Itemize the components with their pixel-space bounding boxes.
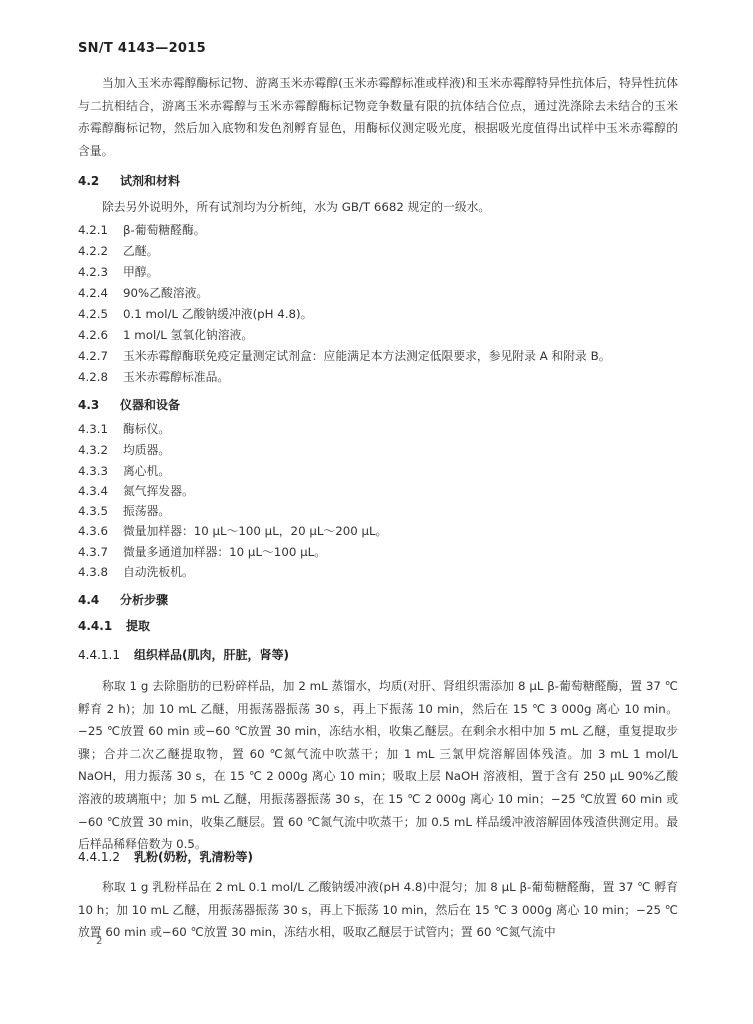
- subsection-title: 提取: [126, 619, 151, 633]
- paragraph-4-4-1-2: 称取 1 g 乳粉样品在 2 mL 0.1 mol/L 乙酸钠缓冲液(pH 4.8)中混匀；加 8 μL β-葡萄糖醛酶，置 37 ℃ 孵育 10 h；加 10 mL 乙醚，用振荡器振荡 30 s，再上下振荡 10 min，然后在 15 ℃ 3 000g 离心 10 min；−25 ℃放置 60 min 或−60 ℃放置 30 min，冻结水相，吸取乙醚层于试管内；置 60 ℃氮气流中: [78, 880, 678, 939]
- list-item: [78, 305, 312, 322]
- subsection-heading-4-4-1: [78, 617, 150, 634]
- list-item: [78, 221, 206, 238]
- section-heading-4-4: [78, 591, 168, 608]
- paragraph-4-4-1-1: 称取 1 g 去除脂肪的已粉碎样品，加 2 mL 蒸馏水，均质(对肝、肾组织需添加 8 μL β-葡萄糖醛酶，置 37 ℃孵育 2 h)；加 10 mL 乙醚，用振荡器振荡 30 s，再上下振荡 10 min，然后在 15 ℃ 3 000g 离心 10 min。−25 ℃放置 60 min 或−60 ℃放置 30 min，冻结水相，收集乙醚层。在剩余水相中加 5 mL 乙醚，重复提取步骤；合并二次乙醚提取物，置 60 ℃氮气流中吹蒸干；加 1 mL 三氯甲烷溶解固体残渣。加 3 mL 1 mol/L NaOH，用力振荡 30 s，在 15 ℃ 2 000g 离心 10 min；吸取上层 NaOH 溶液相，置于含有 250 μL 90%乙酸溶液的玻璃瓶中；加 5 mL 乙醚，用振荡器振荡 30 s，在 15 ℃ 2 000g 离心 10 min；−25 ℃放置 60 min 或−60 ℃放置 30 min，收集乙醚层。置 60 ℃氮气流中吹蒸干；加 0.5 mL 样品缓冲液溶解固体残渣供测定用。最后样品稀释倍数为 0.5。: [78, 679, 678, 852]
- list-item: [78, 522, 387, 539]
- section-number: 4.3: [78, 398, 100, 412]
- item-text: 均质器。: [123, 443, 171, 457]
- subsection-heading-4-4-1-2: [78, 848, 253, 865]
- list-item: [78, 563, 194, 580]
- item-text: 酶标仪。: [123, 422, 171, 436]
- subsection-heading-4-4-1-1: [78, 646, 289, 663]
- subsection-number: 4.4.1.1: [78, 648, 120, 662]
- item-number: 4.3.8: [78, 565, 109, 579]
- list-item: [78, 462, 170, 479]
- list-item: [78, 441, 170, 458]
- item-text: 0.1 mol/L 乙酸钠缓冲液(pH 4.8)。: [123, 307, 313, 321]
- item-text: 玉米赤霉醇酶联免疫定量测定试剂盒：应能满足本方法测定低限要求，参见附录 A 和附录 B。: [123, 349, 611, 363]
- item-text: 1 mol/L 氢氧化钠溶液。: [123, 328, 254, 342]
- item-number: 4.3.4: [78, 484, 109, 498]
- document-header: SN/T 4143—2015: [78, 41, 206, 56]
- item-text: 自动洗板机。: [123, 565, 194, 579]
- item-number: 4.3.3: [78, 464, 109, 478]
- item-text: 90%乙酸溶液。: [123, 286, 209, 300]
- list-item: [78, 326, 253, 343]
- item-number: 4.3.7: [78, 545, 109, 559]
- list-item: [78, 284, 208, 301]
- section-heading-4-2: [78, 172, 180, 189]
- section-title: 仪器和设备: [120, 398, 181, 412]
- section-number: 4.4: [78, 593, 100, 607]
- item-text: 乙醚。: [123, 244, 159, 258]
- item-text: 玉米赤霉醇标准品。: [123, 370, 230, 384]
- item-number: 4.3.6: [78, 524, 109, 538]
- section-heading-4-3: [78, 396, 180, 413]
- section-4-2-intro: 除去另外说明外，所有试剂均为分析纯，水为 GB/T 6682 规定的一级水。: [102, 200, 491, 214]
- list-item: [78, 263, 158, 280]
- subsection-title: 乳粉(奶粉，乳清粉等): [134, 850, 253, 864]
- page-number: 2: [96, 936, 103, 947]
- item-number: 4.2.6: [78, 328, 109, 342]
- item-text: β-葡萄糖醛酶。: [123, 223, 206, 237]
- list-item: [78, 420, 170, 437]
- subsection-number: 4.4.1: [78, 619, 113, 633]
- section-title: 分析步骤: [120, 593, 169, 607]
- item-text: 离心机。: [123, 464, 171, 478]
- intro-paragraph: 当加入玉米赤霉醇酶标记物、游离玉米赤霉醇(玉米赤霉醇标准或样液)和玉米赤霉醇特异性抗体后，特异性抗体与二抗相结合，游离玉米赤霉醇与玉米赤霉醇酶标记物竞争数量有限的抗体结合位点，通过洗涤除去未结合的玉米赤霉醇酶标记物，然后加入底物和发色剂孵育显色，用酶标仪测定吸光度，根据吸光度值得出试样中玉米赤霉醇的含量。: [78, 76, 678, 158]
- item-text: 氮气挥发器。: [123, 484, 194, 498]
- item-number: 4.2.2: [78, 244, 109, 258]
- item-number: 4.3.1: [78, 422, 109, 436]
- list-item: [78, 347, 611, 364]
- item-text: 振荡器。: [123, 504, 171, 518]
- item-number: 4.2.3: [78, 265, 109, 279]
- item-number: 4.2.4: [78, 286, 109, 300]
- item-number: 4.2.5: [78, 307, 109, 321]
- list-item: [78, 368, 229, 385]
- item-number: 4.2.7: [78, 349, 109, 363]
- list-item: [78, 543, 326, 560]
- item-text: 微量加样器：10 μL～100 μL，20 μL～200 μL。: [123, 524, 388, 538]
- subsection-title: 组织样品(肌肉，肝脏，肾等): [134, 648, 289, 662]
- section-title: 试剂和材料: [120, 174, 181, 188]
- item-text: 甲醇。: [123, 265, 159, 279]
- item-number: 4.2.8: [78, 370, 109, 384]
- item-number: 4.3.2: [78, 443, 109, 457]
- item-number: 4.3.5: [78, 504, 109, 518]
- item-text: 微量多通道加样器：10 μL～100 μL。: [123, 545, 326, 559]
- section-number: 4.2: [78, 174, 100, 188]
- list-item: [78, 482, 194, 499]
- subsection-number: 4.4.1.2: [78, 850, 120, 864]
- item-number: 4.2.1: [78, 223, 109, 237]
- list-item: [78, 242, 158, 259]
- list-item: [78, 502, 170, 519]
